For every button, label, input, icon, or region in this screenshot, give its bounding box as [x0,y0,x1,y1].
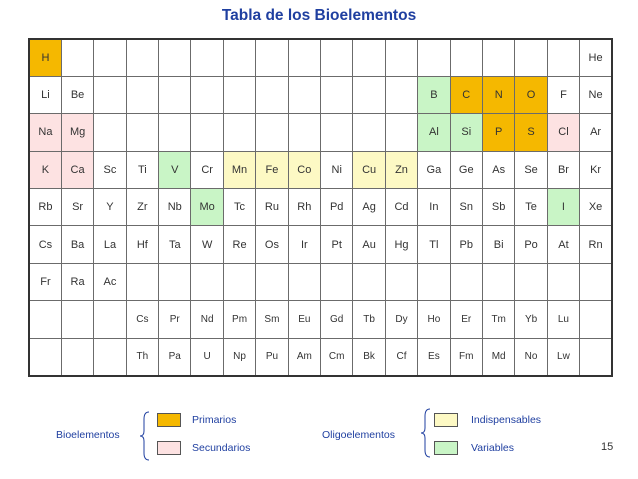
periodic-table-body [29,39,612,376]
empty-cell [482,263,514,300]
element-cell-f: F [547,76,579,113]
empty-cell [29,301,61,338]
legend-variables-label: Variables [471,442,514,454]
empty-cell [580,338,612,375]
empty-cell [288,114,320,151]
empty-cell [547,263,579,300]
empty-cell [321,263,353,300]
element-cell-ni: Ni [321,151,353,188]
element-cell-rn: Rn [580,226,612,263]
empty-cell [256,114,288,151]
element-cell-am: Am [288,338,320,375]
element-cell-ba: Ba [61,226,93,263]
legend-bioelementos-label: Bioelementos [56,429,120,441]
element-cell-s: S [515,114,547,151]
table-row [29,39,612,76]
table-row [29,226,612,263]
empty-cell [288,263,320,300]
element-cell-al: Al [418,114,450,151]
element-cell-cd: Cd [385,189,417,226]
element-cell-no: No [515,338,547,375]
empty-cell [288,76,320,113]
empty-cell [580,263,612,300]
element-cell-ne: Ne [580,76,612,113]
element-cell-np: Np [223,338,255,375]
element-cell-eu: Eu [288,301,320,338]
empty-cell [126,76,158,113]
element-cell-ar: Ar [580,114,612,151]
element-cell-tb: Tb [353,301,385,338]
empty-cell [94,301,126,338]
empty-cell [94,114,126,151]
empty-cell [29,338,61,375]
empty-cell [418,39,450,76]
empty-cell [126,263,158,300]
element-cell-cs: Cs [29,226,61,263]
element-cell-kr: Kr [580,151,612,188]
element-cell-cl: Cl [547,114,579,151]
element-cell-sc: Sc [94,151,126,188]
element-cell-cm: Cm [321,338,353,375]
empty-cell [450,263,482,300]
element-cell-cr: Cr [191,151,223,188]
page-number: 15 [601,441,614,453]
element-cell-hf: Hf [126,226,158,263]
element-cell-lw: Lw [547,338,579,375]
element-cell-cf: Cf [385,338,417,375]
empty-cell [223,39,255,76]
element-cell-xe: Xe [580,189,612,226]
element-cell-o: O [515,76,547,113]
empty-cell [288,39,320,76]
element-cell-rb: Rb [29,189,61,226]
element-cell-lu: Lu [547,301,579,338]
element-cell-k: K [29,151,61,188]
element-cell-tm: Tm [482,301,514,338]
swatch-variables [434,441,458,455]
empty-cell [126,114,158,151]
element-cell-pr: Pr [159,301,191,338]
element-cell-p: P [482,114,514,151]
empty-cell [94,76,126,113]
empty-cell [385,39,417,76]
legend-oligoelementos-label: Oligoelementos [322,429,395,441]
element-cell-nd: Nd [191,301,223,338]
legend-indispensables-label: Indispensables [471,414,542,426]
element-cell-au: Au [353,226,385,263]
table-row [29,189,612,226]
element-cell-ag: Ag [353,189,385,226]
element-cell-ge: Ge [450,151,482,188]
empty-cell [223,114,255,151]
element-cell-ga: Ga [418,151,450,188]
empty-cell [256,76,288,113]
element-cell-la: La [94,226,126,263]
empty-cell [385,263,417,300]
empty-cell [94,39,126,76]
element-cell-hg: Hg [385,226,417,263]
empty-cell [159,39,191,76]
element-cell-th: Th [126,338,158,375]
table-row [29,151,612,188]
element-cell-pa: Pa [159,338,191,375]
empty-cell [191,114,223,151]
element-cell-pt: Pt [321,226,353,263]
element-cell-bi: Bi [482,226,514,263]
element-cell-cu: Cu [353,151,385,188]
element-cell-mo: Mo [191,189,223,226]
element-cell-ho: Ho [418,301,450,338]
empty-cell [580,301,612,338]
empty-cell [515,263,547,300]
element-cell-ta: Ta [159,226,191,263]
element-cell-nb: Nb [159,189,191,226]
empty-cell [321,76,353,113]
element-cell-h: H [29,39,61,76]
element-cell-be: Be [61,76,93,113]
element-cell-os: Os [256,226,288,263]
element-cell-ca: Ca [61,151,93,188]
element-cell-c: C [450,76,482,113]
empty-cell [191,39,223,76]
element-cell-fe: Fe [256,151,288,188]
element-cell-pd: Pd [321,189,353,226]
empty-cell [353,76,385,113]
empty-cell [61,338,93,375]
element-cell-sb: Sb [482,189,514,226]
element-cell-bk: Bk [353,338,385,375]
periodic-table [28,38,613,377]
element-cell-sm: Sm [256,301,288,338]
element-cell-at: At [547,226,579,263]
element-cell-u: U [191,338,223,375]
empty-cell [547,39,579,76]
empty-cell [385,76,417,113]
element-cell-si: Si [450,114,482,151]
table-row [29,338,612,375]
empty-cell [450,39,482,76]
table-row [29,301,612,338]
element-cell-sr: Sr [61,189,93,226]
element-cell-n: N [482,76,514,113]
element-cell-na: Na [29,114,61,151]
element-cell-y: Y [94,189,126,226]
empty-cell [223,263,255,300]
element-cell-ir: Ir [288,226,320,263]
element-cell-b: B [418,76,450,113]
element-cell-rh: Rh [288,189,320,226]
element-cell-ra: Ra [61,263,93,300]
table-row [29,263,612,300]
element-cell-pb: Pb [450,226,482,263]
element-cell-zn: Zn [385,151,417,188]
element-cell-as: As [482,151,514,188]
element-cell-in: In [418,189,450,226]
empty-cell [256,39,288,76]
swatch-indispensables [434,413,458,427]
empty-cell [126,39,158,76]
page-title: Tabla de los Bioelementos [221,7,417,24]
element-cell-ru: Ru [256,189,288,226]
element-cell-he: He [580,39,612,76]
empty-cell [515,39,547,76]
element-cell-yb: Yb [515,301,547,338]
element-cell-fr: Fr [29,263,61,300]
empty-cell [482,39,514,76]
empty-cell [191,263,223,300]
element-cell-fm: Fm [450,338,482,375]
element-cell-po: Po [515,226,547,263]
element-cell-te: Te [515,189,547,226]
empty-cell [418,263,450,300]
element-cell-tl: Tl [418,226,450,263]
element-cell-br: Br [547,151,579,188]
brace-bioelementos-icon [140,411,150,461]
legend-primarios-label: Primarios [192,414,237,426]
element-cell-er: Er [450,301,482,338]
legend-secundarios-label: Secundarios [192,442,251,454]
element-cell-ac: Ac [94,263,126,300]
table-row [29,114,612,151]
element-cell-gd: Gd [321,301,353,338]
empty-cell [191,76,223,113]
element-cell-se: Se [515,151,547,188]
element-cell-v: V [159,151,191,188]
element-cell-tc: Tc [223,189,255,226]
element-cell-es: Es [418,338,450,375]
empty-cell [159,76,191,113]
empty-cell [353,39,385,76]
element-cell-co: Co [288,151,320,188]
element-cell-pm: Pm [223,301,255,338]
empty-cell [353,263,385,300]
element-cell-w: W [191,226,223,263]
empty-cell [61,39,93,76]
empty-cell [94,338,126,375]
empty-cell [223,76,255,113]
empty-cell [159,114,191,151]
table-row [29,76,612,113]
empty-cell [321,39,353,76]
element-cell-i: I [547,189,579,226]
empty-cell [321,114,353,151]
brace-oligoelementos-icon [421,408,431,458]
swatch-secundarios [157,441,181,455]
empty-cell [159,263,191,300]
element-cell-cs: Cs [126,301,158,338]
empty-cell [61,301,93,338]
element-cell-li: Li [29,76,61,113]
empty-cell [385,114,417,151]
element-cell-sn: Sn [450,189,482,226]
element-cell-dy: Dy [385,301,417,338]
swatch-primarios [157,413,181,427]
element-cell-mg: Mg [61,114,93,151]
element-cell-md: Md [482,338,514,375]
empty-cell [353,114,385,151]
empty-cell [256,263,288,300]
element-cell-zr: Zr [126,189,158,226]
element-cell-pu: Pu [256,338,288,375]
element-cell-mn: Mn [223,151,255,188]
element-cell-re: Re [223,226,255,263]
element-cell-ti: Ti [126,151,158,188]
